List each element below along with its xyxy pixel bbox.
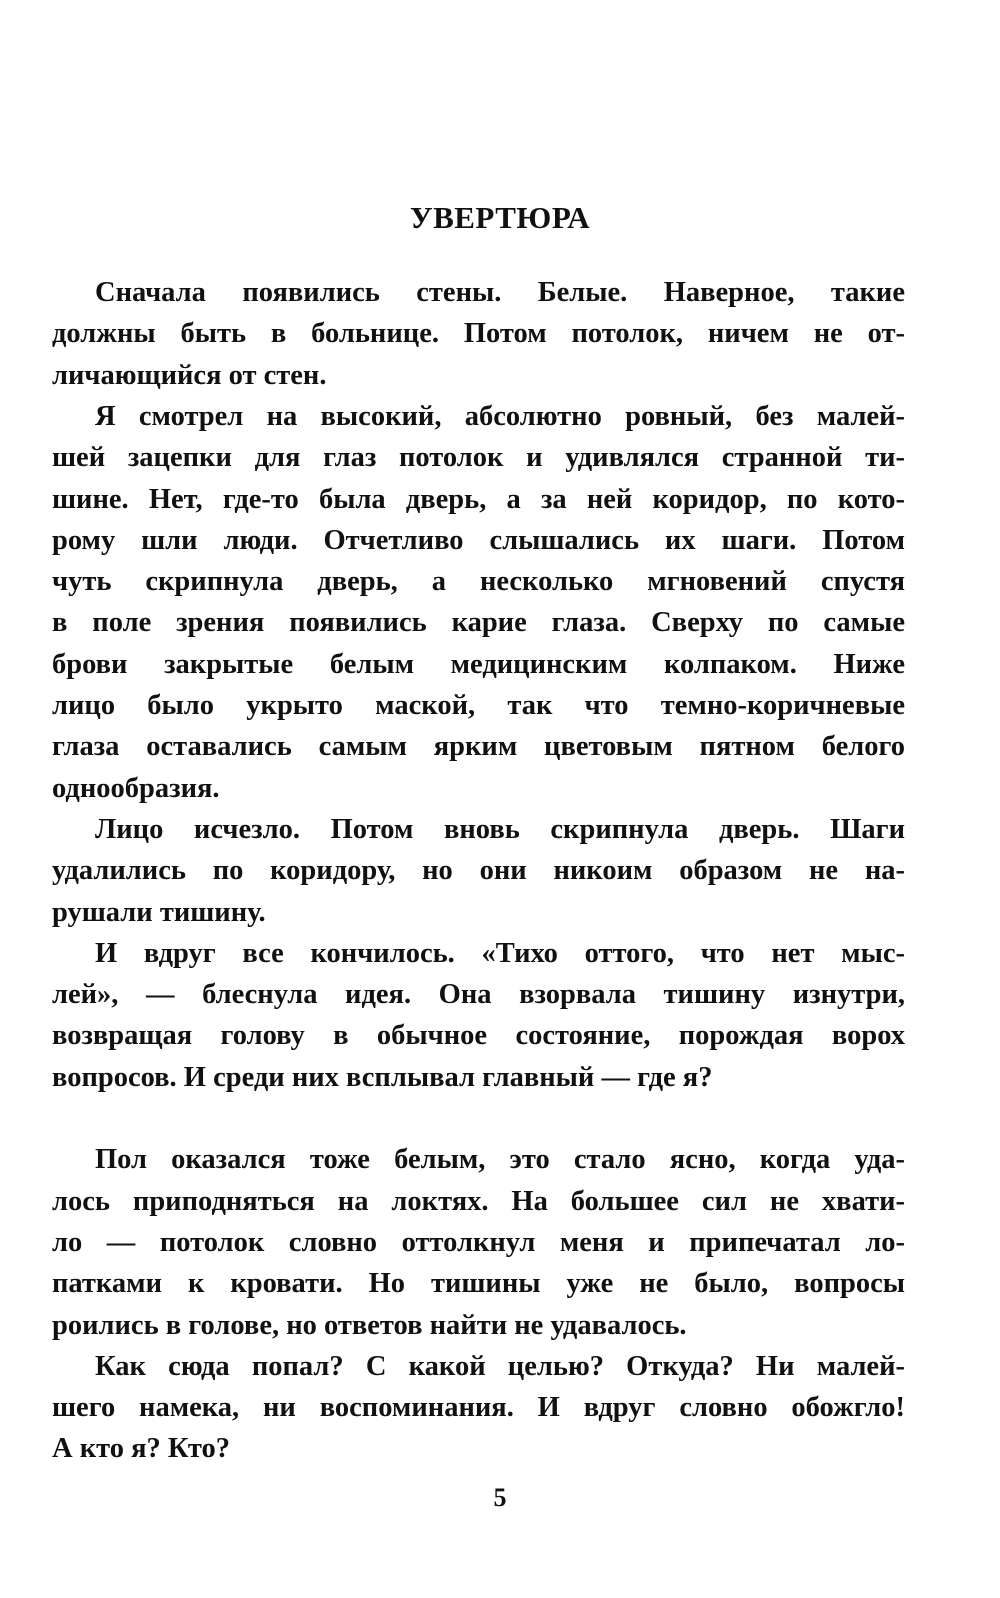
text-line: возвращая голову в обычное состояние, порождая ворох	[52, 1020, 905, 1052]
text-line: личающийся от стен.	[52, 359, 327, 391]
text-line: чуть скрипнула дверь, а несколько мгновений спустя	[52, 566, 905, 598]
page-number: 5	[493, 1483, 507, 1512]
text-line: лицо было укрыто маской, так что темно-коричневые	[52, 690, 905, 721]
text-line: А кто я? Кто?	[52, 1433, 230, 1465]
text-line: в поле зрения появились карие глаза. Сверху по самые	[52, 607, 905, 639]
text-line: однообразия.	[52, 772, 220, 804]
text-line: ло — потолок словно оттолкнул меня и припечатал ло-	[52, 1226, 905, 1258]
text-line: Лицо исчезло. Потом вновь скрипнула дверь. Шаги	[95, 813, 905, 845]
text-line: Я смотрел на высокий, абсолютно ровный, без малей-	[95, 400, 905, 432]
text-line: удалились по коридору, но они никоим образом не на-	[52, 855, 905, 887]
text-line: глаза оставались самым ярким цветовым пятном белого	[52, 731, 905, 763]
text-line: вопросов. И среди них всплывал главный — где я?	[52, 1061, 713, 1093]
text-line: шей зацепки для глаз потолок и удивлялся странной ти-	[52, 442, 905, 474]
text-line: брови закрытые белым медицинским колпаком. Ниже	[52, 648, 905, 680]
text-line: шего намека, ни воспоминания. И вдруг словно обожгло!	[52, 1392, 905, 1424]
text-line: Сначала появились стены. Белые. Наверное, такие	[95, 277, 905, 308]
text-line: шине. Нет, где-то была дверь, а за ней коридор, по кото-	[52, 483, 905, 515]
text-line: лось приподняться на локтях. На большее сил не хвати-	[52, 1185, 905, 1217]
text-line: должны быть в больнице. Потом потолок, ничем не от-	[52, 318, 905, 350]
text-line: Пол оказался тоже белым, это стало ясно, когда уда-	[95, 1144, 905, 1176]
chapter-title: УВЕРТЮРА	[409, 200, 591, 235]
text-line: роились в голове, но ответов найти не удавалось.	[52, 1309, 687, 1341]
text-line: лей», — блеснула идея. Она взорвала тишину изнутри,	[52, 979, 905, 1011]
text-line: рушали тишину.	[52, 896, 266, 928]
text-line: патками к кровати. Но тишины уже не было, вопросы	[52, 1268, 905, 1300]
text-line: Как сюда попал? С какой целью? Откуда? Ни малей-	[95, 1350, 905, 1382]
text-line: И вдруг все кончилось. «Тихо оттого, что нет мыс-	[95, 937, 905, 969]
text-line: рому шли люди. Отчетливо слышались их шаги. Потом	[52, 524, 905, 556]
